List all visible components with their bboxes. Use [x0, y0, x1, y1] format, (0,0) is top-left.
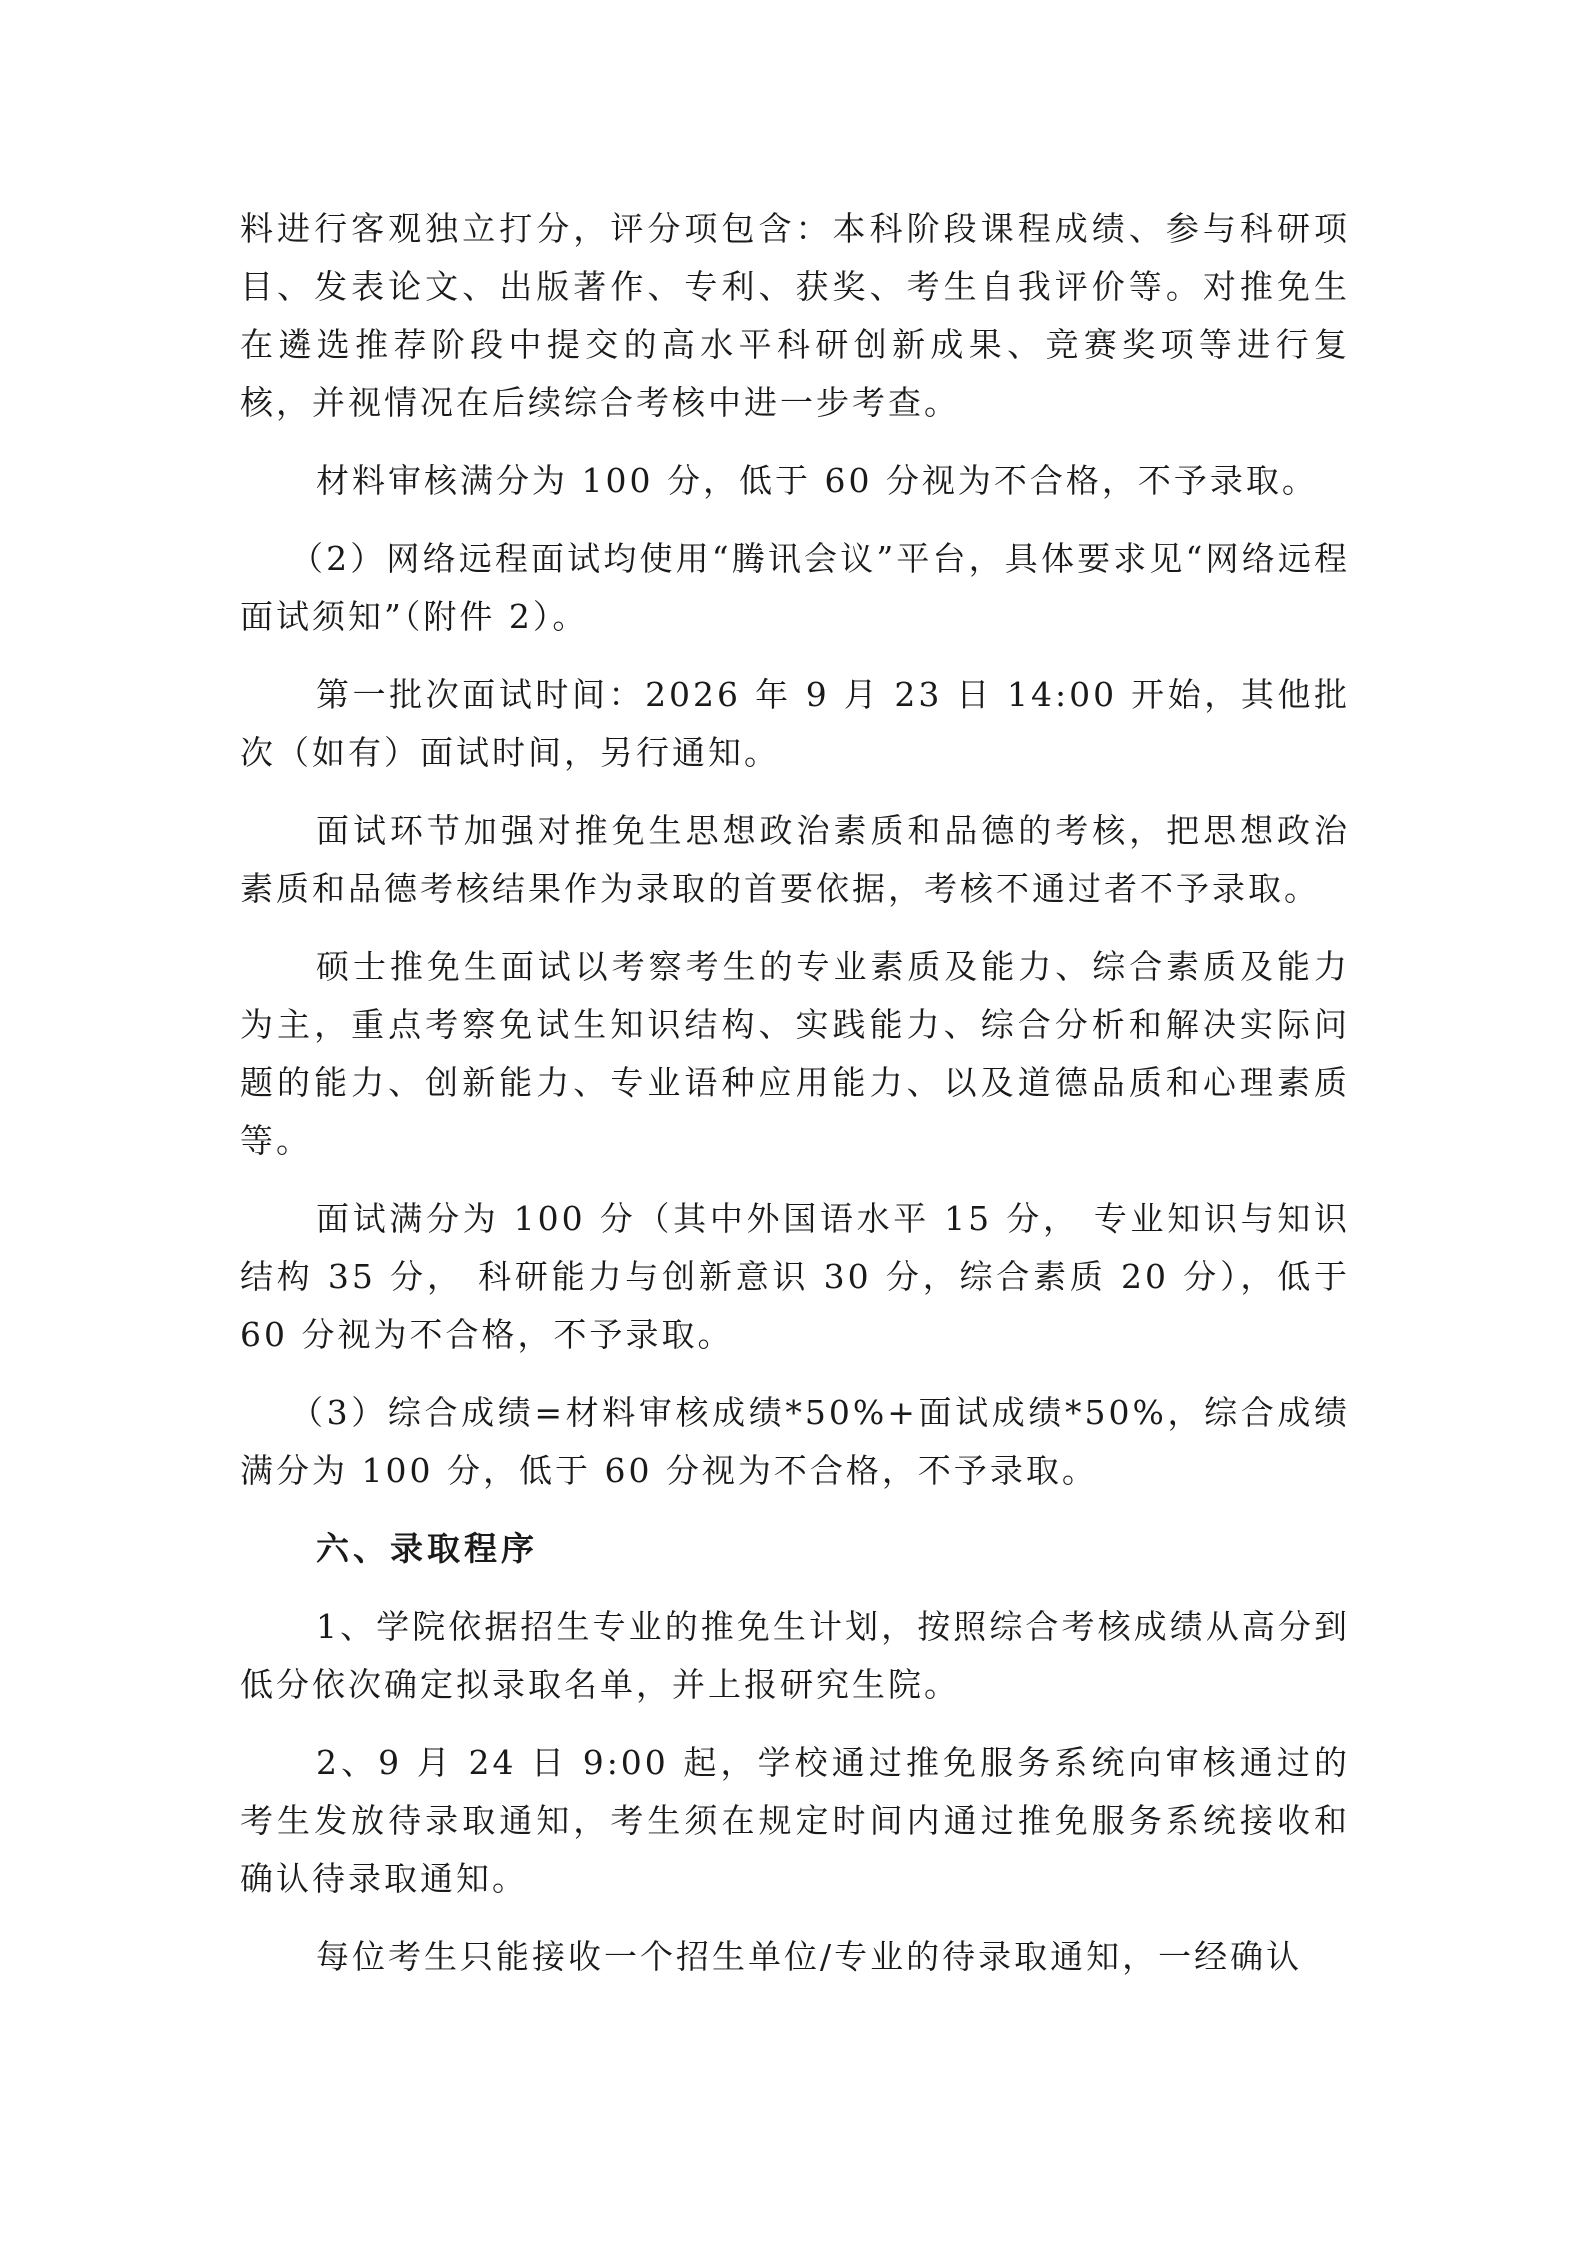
section-heading-admission-procedure: 六、录取程序 [316, 1529, 538, 1568]
paragraph-material-review-full-score: 材料审核满分为 100 分，低于 60 分视为不合格，不予录取。 [316, 461, 1318, 500]
paragraph-notice-acceptance: 每位考生只能接收一个招生单位/专业的待录取通知，一经确认 [316, 1937, 1303, 1976]
paragraph-political-assessment: 面试环节加强对推免生思想政治素质和品德的考核，把思想政治素质和品德考核结果作为录取的首要依据，考核不通过者不予录取。 [240, 811, 1350, 908]
paragraph-composite-score: （3）综合成绩=材料审核成绩*50%+面试成绩*50%，综合成绩满分为 100 分，低于 60 分视为不合格，不予录取。 [240, 1393, 1350, 1490]
paragraph-interview-time: 第一批次面试时间：2026 年 9 月 23 日 14:00 开始，其他批次（如有）面试时间，另行通知。 [240, 675, 1350, 772]
paragraph-admission-notice: 2、9 月 24 日 9:00 起，学校通过推免服务系统向审核通过的考生发放待录取通知，考生须在规定时间内通过推免服务系统接收和确认待录取通知。 [240, 1743, 1350, 1898]
paragraph-remote-interview-platform: （2）网络远程面试均使用“腾讯会议”平台，具体要求见“网络远程面试须知”（附件 2）。 [240, 539, 1350, 636]
paragraph-material-review-scoring: 料进行客观独立打分，评分项包含：本科阶段课程成绩、参与科研项目、发表论文、出版著作、专利、获奖、考生自我评价等。对推免生在遴选推荐阶段中提交的高水平科研创新成果、竞赛奖项等进行复核，并视情况在后续综合考核中进一步考查。 [240, 209, 1350, 422]
document-body [240, 200, 1350, 2006]
paragraph-admission-list: 1、学院依据招生专业的推免生计划，按照综合考核成绩从高分到低分依次确定拟录取名单，并上报研究生院。 [240, 1607, 1350, 1704]
paragraph-interview-full-score: 面试满分为 100 分（其中外国语水平 15 分， 专业知识与知识结构 35 分， 科研能力与创新意识 30 分，综合素质 20 分），低于 60 分视为不合格，不予录取。 [240, 1199, 1350, 1354]
paragraph-interview-focus: 硕士推免生面试以考察考生的专业素质及能力、综合素质及能力为主，重点考察免试生知识结构、实践能力、综合分析和解决实际问题的能力、创新能力、专业语种应用能力、以及道德品质和心理素质等。 [240, 947, 1350, 1160]
